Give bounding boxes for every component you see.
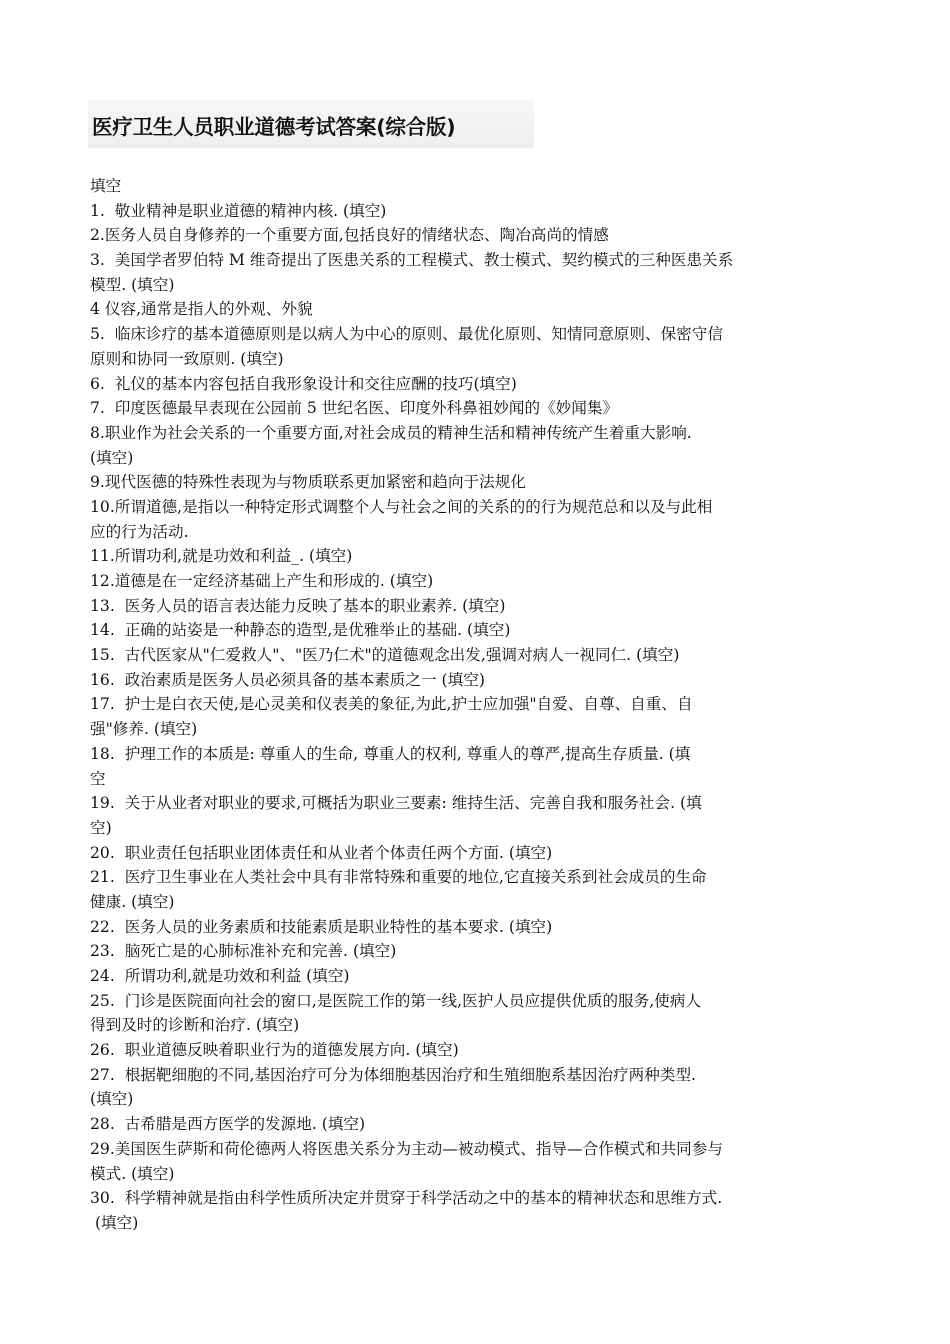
- document-line: 2.医务人员自身修养的一个重要方面,包括良好的情绪状态、陶冶高尚的情感: [90, 226, 609, 245]
- document-line: 7. 印度医德最早表现在公园前 5 世纪名医、印度外科鼻祖妙闻的《妙闻集》: [90, 399, 619, 418]
- document-line: 9.现代医德的特殊性表现为与物质联系更加紧密和趋向于法规化: [90, 473, 526, 492]
- document-line: 29.美国医生萨斯和荷伦德两人将医患关系分为主动—被动模式、指导—合作模式和共同参与: [90, 1139, 723, 1158]
- document-line: 30. 科学精神就是指由科学性质所决定并贯穿于科学活动之中的基本的精神状态和思维方式.: [90, 1189, 723, 1208]
- document-line: 5. 临床诊疗的基本道德原则是以病人为中心的原则、最优化原则、知情同意原则、保密守信: [90, 325, 723, 344]
- document-line: 18. 护理工作的本质是: 尊重人的生命, 尊重人的权利, 尊重人的尊严,提高生存质量. (填: [90, 744, 691, 763]
- document-line: 25. 门诊是医院面向社会的窗口,是医院工作的第一线,医护人员应提供优质的服务,使病人: [90, 991, 701, 1010]
- document-line: 健康. (填空): [90, 892, 175, 911]
- document-line: 21. 医疗卫生事业在人类社会中具有非常特殊和重要的地位,它直接关系到社会成员的生命: [90, 868, 707, 887]
- document-line: 强"修养. (填空): [90, 720, 198, 739]
- document-line: (填空): [90, 448, 134, 467]
- document-line: 原则和协同一致原则. (填空): [90, 349, 284, 368]
- document-line: 24. 所谓功利,就是功效和利益 (填空): [90, 967, 350, 985]
- question-list: [90, 199, 865, 1236]
- document-line: 模式. (填空): [90, 1164, 175, 1183]
- document-line: 22. 医务人员的业务素质和技能素质是职业特性的基本要求. (填空): [90, 917, 553, 936]
- document-line: 26. 职业道德反映着职业行为的道德发展方向. (填空): [90, 1041, 459, 1060]
- section-label: 填空: [90, 177, 122, 195]
- document-line: 28. 古希腊是西方医学的发源地. (填空): [90, 1115, 366, 1134]
- document-line: 11.所谓功利,就是功效和利益_. (填空): [90, 547, 353, 566]
- document-line: 17. 护士是白衣天使,是心灵美和仪表美的象征,为此,护士应加强"自爱、自尊、自重、自: [90, 695, 693, 714]
- document-line: 15. 古代医家从"仁爱救人"、"医乃仁术"的道德观念出发,强调对病人一视同仁. (填空): [90, 646, 680, 665]
- document-line: 19. 关于从业者对职业的要求,可概括为职业三要素: 维持生活、完善自我和服务社会. (填: [90, 794, 702, 813]
- document-line: 4 仪容,通常是指人的外观、外貌: [90, 300, 313, 319]
- document-line: 应的行为活动.: [90, 522, 189, 541]
- document-line: 3. 美国学者罗伯特 M 维奇提出了医患关系的工程模式、教士模式、契约模式的三种医患关系: [90, 251, 734, 270]
- document-line: 12.道德是在一定经济基础上产生和形成的. (填空): [90, 572, 434, 590]
- document-line: (填空): [90, 1213, 139, 1232]
- document-line: 空): [90, 818, 112, 837]
- document-line: 1. 敬业精神是职业道德的精神内核. (填空): [90, 201, 387, 220]
- document-line: 14. 正确的站姿是一种静态的造型,是优雅举止的基础. (填空): [90, 621, 511, 640]
- document-line: (填空): [90, 1090, 134, 1109]
- document-line: 空: [90, 769, 106, 788]
- document-body: [90, 174, 865, 1236]
- document-line: 8.职业作为社会关系的一个重要方面,对社会成员的精神生活和精神传统产生着重大影响.: [90, 423, 692, 442]
- document-line: 27. 根据靶细胞的不同,基因治疗可分为体细胞基因治疗和生殖细胞系基因治疗两种类型.: [90, 1065, 697, 1084]
- document-line: 20. 职业责任包括职业团体责任和从业者个体责任两个方面. (填空): [90, 843, 553, 862]
- document-line: 模型. (填空): [90, 275, 175, 294]
- page-title: 医疗卫生人员职业道德考试答案(综合版): [92, 115, 456, 139]
- document-line: 得到及时的诊断和治疗. (填空): [90, 1016, 300, 1035]
- document-line: 16. 政治素质是医务人员必须具备的基本素质之一 (填空): [90, 670, 485, 689]
- document-line: 13. 医务人员的语言表达能力反映了基本的职业素养. (填空): [90, 596, 506, 615]
- document-line: 10.所谓道德,是指以一种特定形式调整个人与社会之间的关系的的行为规范总和以及与此相: [90, 497, 713, 516]
- document-line: 23. 脑死亡是的心肺标准补充和完善. (填空): [90, 942, 397, 961]
- document-line: 6. 礼仪的基本内容包括自我形象设计和交往应酬的技巧(填空): [90, 374, 517, 393]
